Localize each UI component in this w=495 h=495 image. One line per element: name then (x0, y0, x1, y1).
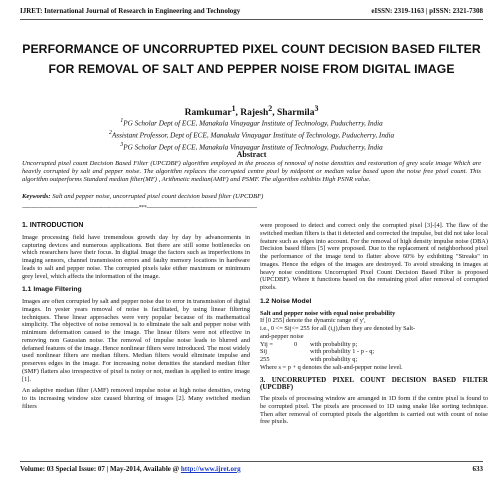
paragraph: An adaptive median filter (AMF) removed impulse noise at high noise densities, owing to its increasing window size caused blurring of images [2]. Many switched median filters (22, 387, 250, 410)
keywords-text: Salt and pepper noise, uncorrupted pixel count decision based filter (UPCDBF) (52, 193, 264, 200)
affiliation-sup: 3 (120, 141, 124, 148)
noise-desc: with probability q; (310, 356, 358, 363)
noise-val: 0 (294, 340, 298, 348)
noise-row (260, 348, 488, 356)
keywords-label: Keywords: (22, 193, 51, 200)
keywords (22, 193, 481, 200)
noise-row (260, 356, 488, 364)
affiliation-text: PG Scholar Dept of ECE, Manakula Vinayagar Institute of Technology, Puducherry, India (123, 143, 383, 152)
paragraph: were proposed to detect and correct only the corrupted pixel [3]-[4]. The flaw of the switched median filters is that it detected and corrected the impulse, but did not take local feature such as edges into account. For the removal of high density impulse noise (DBA) Decision based filters [5] were proposed. Due to the replacement of neighborhood pixel the performance of the image tend to flatter above 60% by exhibiting "Streaks" in images. Hence the edges of the images are destroyed. To avoid streaking in images at heavy noise conditions Uncorrupted Pixel Count Decision Based Filter is proposed (UPCDBF). Where it functions based on the remaining pixel after removal of corrupted pixels. (260, 222, 488, 291)
affiliation (20, 117, 483, 129)
noise-model-title: Salt and pepper noise with equal noise probability (260, 309, 396, 317)
left-column (22, 222, 250, 415)
page-footer (20, 465, 483, 473)
paper-title: PERFORMANCE OF UNCORRUPTED PIXEL COUNT DECISION BASED FILTER FOR REMOVAL OF SALT AND PEPPER NOISE FROM DIGITAL IMAGE (22, 42, 481, 76)
section-heading: 1. INTRODUCTION (22, 222, 84, 229)
affiliation-sup: 2 (108, 129, 112, 136)
affiliation (20, 129, 483, 141)
noise-desc: with probability 1 - p - q; (310, 348, 375, 356)
footer-volume (20, 465, 241, 473)
footer-volume-text: Volume: 03 Special Issue: 07 | May-2014, Available @ (20, 465, 180, 473)
page-number: 633 (472, 465, 483, 473)
header-rule (20, 19, 483, 20)
paragraph: Images are often corrupted by salt and pepper noise due to error in transmission of digital images. In yester years removal of noise is facilitated, by using linear filtering techniques. These linear approaches were very popular because of its mathematical simplicity. The objective of noise removal is to eliminate the salt and pepper noise with minimum deformation caused to the image. The linear filters were not effective in removing non Gaussian noise. The removal of impulse noise leads to blurred and defamed features of the image. Hence nonlinear filters were introduced. The most widely used nonlinear filters are median filters. Median filters would eliminate impulse and preserves edges in the image. For increasing noise densities the standard median filter (SMF) flatters also irrespective of pixel is noisy or not, median is applied to entire image [1]. (22, 298, 250, 383)
footer-rule (20, 461, 483, 462)
noise-line: If [0 255] denote the dynamic range of y', (260, 317, 366, 325)
author-sup: 1 (231, 104, 236, 113)
paragraph: The pixels of processing window are arranged in 1D form if the centre pixel is found to be corrupted pixel. The pixels are processed to 1D using snake like sorting technique. Then after removal of corrupted pixels the algorithm is carried out with count of noise free pixels. (260, 395, 488, 426)
subsection-heading: 1.2 Noise Model (260, 297, 312, 305)
author-sup: 3 (314, 104, 319, 113)
affiliation-text: PG Scholar Dept of ECE, Manakula Vinayagar Institute of Technology, Puducherry, India (123, 119, 383, 128)
author-name: Rajesh (240, 108, 269, 119)
affiliation-sup: 1 (120, 118, 124, 124)
subsection-heading: 1.1 Image Filtering (22, 286, 82, 294)
noise-var: 255 (260, 356, 270, 363)
journal-name: IJRET: International Journal of Research in Engineering and Technology (20, 7, 241, 15)
author-name: Sharmila (276, 108, 315, 119)
abstract-text: Uncorrupted pixel count Decision Based Filter (UPCDBF) algorithm employed in the process of removal of noise densities and restoration of grey scale image Which are heavily corrupted by salt and pepper noise. The algorithm replaces the corrupted centre pixel by midpoint or median value based upon the noise free pixel count. This algorithm outperforms Standard median filter(MF) , Arithmetic median(AMF) and PSMF. The algorithm exhibits High PSNR value. (22, 160, 481, 184)
noise-line: i.e., 0 <= Sij<= 255 for all (i,j),then they are denoted by Salt- (260, 325, 416, 332)
noise-desc: with probability p; (310, 340, 358, 348)
author-list: Ramkumar$^1$, Rajesh$^2$, Sharmila$^3$ (184, 104, 319, 119)
journal-url-link[interactable]: http://www.ijret.org (180, 465, 241, 473)
paragraph: Image processing field have tremendous growth day by day by advancements in capturing devices and numerous applications. But there are still some bottlenecks on which researchers have their focus. In digital image the factors such as imperfections in imaging sensors, channel transmission errors and faulty memory locations in hardware leads to salt and pepper noise. The corrupted pixels take either maximum or minimum grey level, which affects the information of the image. (22, 233, 250, 280)
issn: eISSN: 2319-1163 | pISSN: 2321-7308 (371, 7, 483, 15)
author-sup: 2 (268, 104, 273, 113)
affiliation-text: Assistant Professor, Dept of ECE, Manakula Vinayagar Institute of Technology, Puducherry, India (111, 131, 395, 140)
abstract-heading: Abstract (236, 150, 267, 159)
affiliations (20, 117, 483, 153)
author-name: Ramkumar (184, 108, 232, 119)
right-column (260, 222, 488, 430)
noise-where: Where s = p + q denotes the salt-and-pepper noise level. (260, 363, 403, 371)
noise-row (260, 341, 488, 349)
noise-line: and-pepper noise (260, 332, 304, 340)
noise-var: Sij (260, 348, 268, 356)
section-heading: 3. UNCORRUPTED PIXEL COUNT DECISION BASED FILTER (UPCDBF) (260, 375, 488, 392)
journal-header (20, 7, 483, 18)
section-separator: -------------------------------------------------------------------------***--------------------------------------------------------------------- (22, 205, 257, 211)
noise-var: Yij = (260, 340, 273, 348)
